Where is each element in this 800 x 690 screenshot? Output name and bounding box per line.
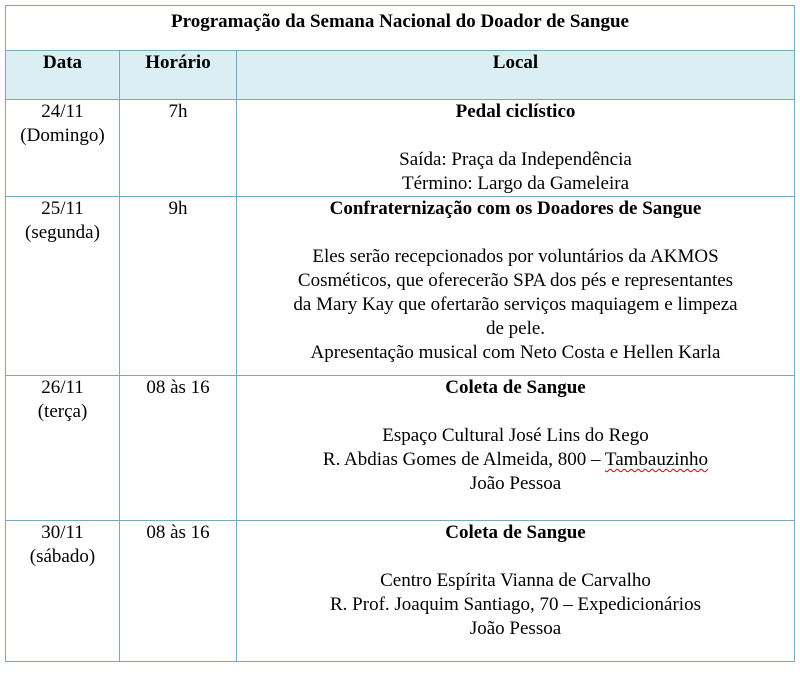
local-cell	[237, 376, 795, 521]
table-row	[6, 197, 795, 376]
detail-line: Centro Espírita Vianna de Carvalho	[380, 570, 651, 591]
header-time: Horário	[120, 51, 237, 100]
weekday-text: (segunda)	[25, 222, 100, 243]
local-cell	[237, 100, 795, 197]
header-date: Data	[6, 51, 120, 100]
date-text: 25/11	[41, 198, 84, 219]
table-row	[6, 100, 795, 197]
event-title: Pedal ciclístico	[455, 101, 576, 122]
event-title: Confraternização com os Doadores de Sangue	[329, 198, 702, 219]
detail-line: de pele.	[485, 318, 546, 339]
weekday-text: (terça)	[37, 401, 88, 422]
date-cell	[6, 197, 120, 376]
date-text: 30/11	[41, 522, 84, 543]
header-local: Local	[237, 51, 795, 100]
event-title: Coleta de Sangue	[445, 377, 586, 398]
local-cell	[237, 197, 795, 376]
city-line: João Pessoa	[469, 473, 562, 494]
date-cell	[6, 100, 120, 197]
detail-line: R. Prof. Joaquim Santiago, 70 – Expedicionários	[330, 594, 701, 615]
time-cell: 7h	[120, 100, 237, 197]
detail-line: Término: Largo da Gameleira	[401, 173, 630, 194]
address-line	[237, 448, 794, 472]
spellcheck-flagged-word: Tambauzinho	[604, 449, 709, 470]
address-prefix: R. Abdias Gomes de Almeida, 800 –	[322, 449, 605, 470]
detail-line: Saída: Praça da Independência	[399, 149, 632, 170]
detail-line: João Pessoa	[469, 618, 562, 639]
detail-line: Eles serão recepcionados por voluntários da AKMOS	[312, 246, 719, 267]
table-title-text: Programação da Semana Nacional do Doador de Sangue	[171, 11, 629, 32]
detail-line: da Mary Kay que ofertarão serviços maquiagem e limpeza	[293, 294, 738, 315]
local-cell	[237, 521, 795, 662]
detail-line: Cosméticos, que oferecerão SPA dos pés e representantes	[297, 270, 734, 291]
detail-line: Apresentação musical com Neto Costa e Hellen Karla	[310, 342, 721, 363]
table-row	[6, 376, 795, 521]
time-cell: 08 às 16	[120, 376, 237, 521]
weekday-text: (Domingo)	[20, 125, 105, 146]
weekday-text: (sábado)	[29, 546, 96, 567]
table-row	[6, 521, 795, 662]
date-cell	[6, 521, 120, 662]
detail-line: Espaço Cultural José Lins do Rego	[382, 425, 649, 446]
date-cell	[6, 376, 120, 521]
time-cell: 08 às 16	[120, 521, 237, 662]
schedule-table	[5, 5, 795, 662]
event-title: Coleta de Sangue	[445, 522, 586, 543]
date-text: 26/11	[41, 377, 84, 398]
time-cell: 9h	[120, 197, 237, 376]
date-text: 24/11	[41, 101, 84, 122]
table-title	[6, 6, 795, 51]
